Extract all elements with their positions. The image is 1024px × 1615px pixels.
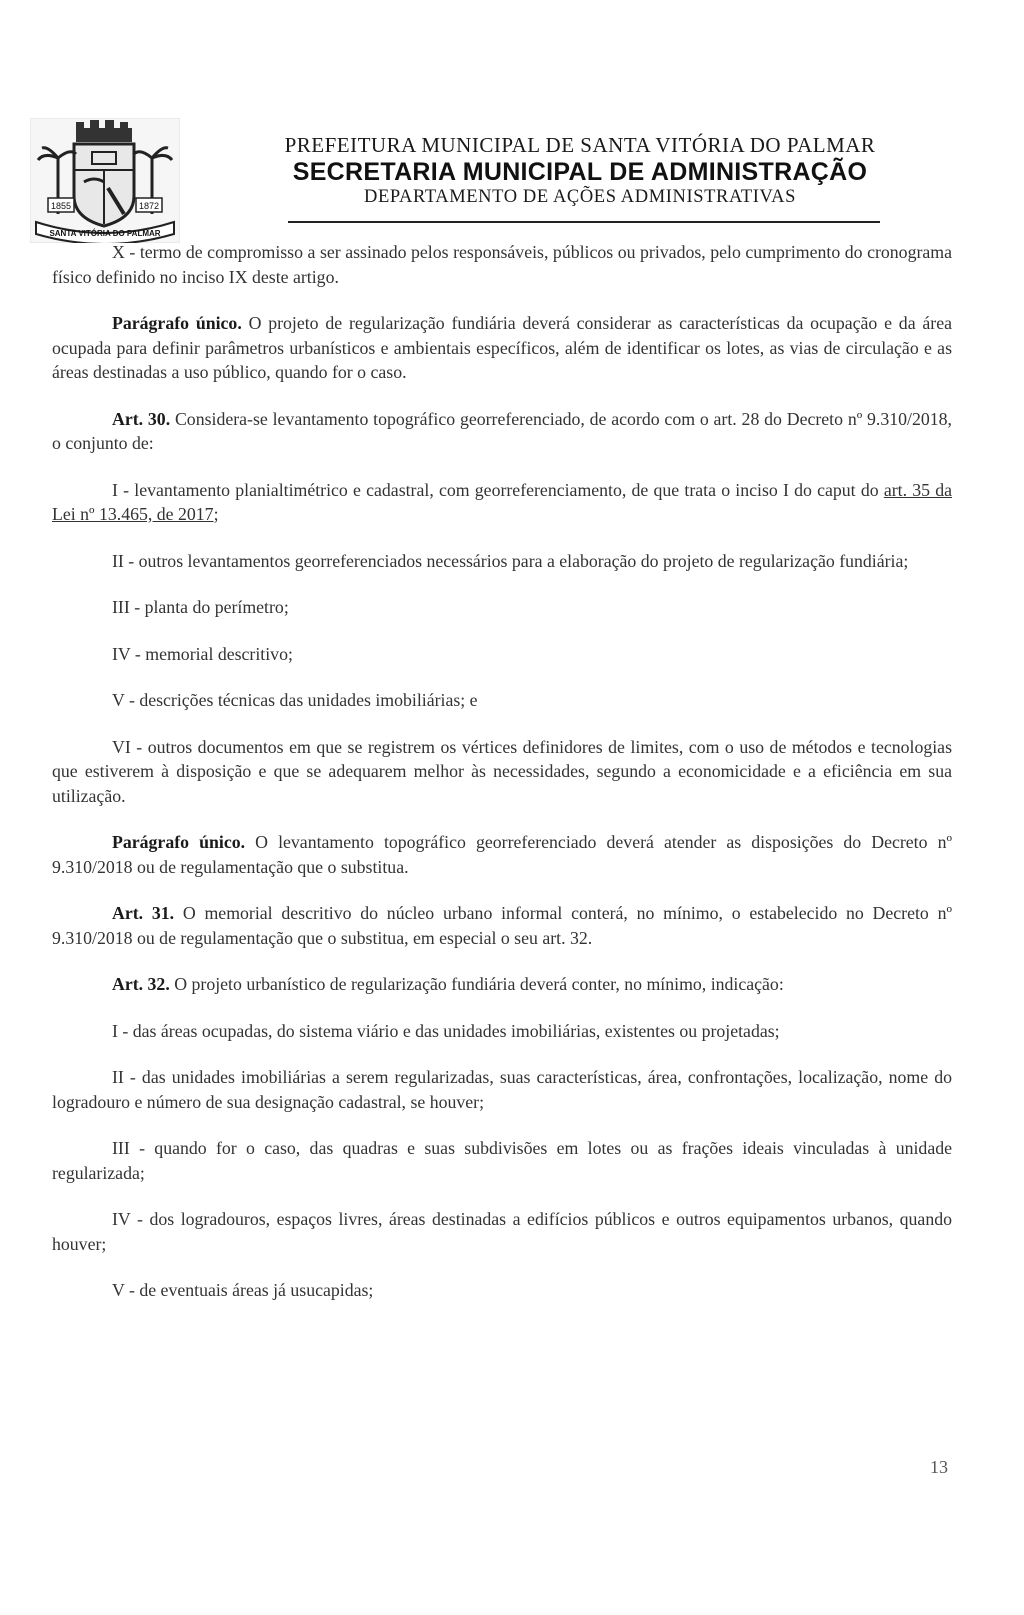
article-text: O memorial descritivo do núcleo urbano informal conterá, no mínimo, o estabelecido no Decreto nº 9.310/2018 ou de regulamentação que o substitua, em especial o seu art. 32. (52, 903, 952, 948)
item-text-end: ; (213, 504, 219, 524)
art30-item-iii: III - planta do perímetro; (112, 597, 289, 617)
municipal-crest-icon (30, 118, 180, 243)
paragrafo-unico-1 (52, 311, 952, 385)
article-label: Art. 32. (112, 974, 170, 994)
article-text: O projeto urbanístico de regularização fundiária deverá conter, no mínimo, indicação: (169, 974, 784, 994)
art30-item-ii: II - outros levantamentos georreferenciados necessários para a elaboração do projeto de regularização fundiária; (112, 550, 909, 571)
art32-item-i: I - das áreas ocupadas, do sistema viário e das unidades imobiliárias, existentes ou projetadas; (112, 1020, 780, 1041)
article-30 (52, 407, 952, 456)
art30-item-vi: VI - outros documentos em que se registrem os vértices definidores de limites, com o uso de métodos e tecnologias que estiverem à disposição e que se adequarem melhor às necessidades, segundo a economicidade e a eficiência em sua utilização. (52, 736, 952, 806)
paragrafo-unico-2 (52, 830, 952, 879)
item-x: X - termo de compromisso a ser assinado pelos responsáveis, públicos ou privados, pelo cumprimento do cronograma físico definido no inciso IX deste artigo. (52, 242, 952, 287)
secretariat-name: SECRETARIA MUNICIPAL DE ADMINISTRAÇÃO (292, 158, 868, 186)
page-number: 13 (930, 1457, 948, 1477)
article-32 (52, 972, 952, 997)
header-divider (288, 221, 880, 223)
paragrafo-text: O projeto de regularização fundiária deverá considerar as características da ocupação e da área ocupada para definir parâmetros urbanísticos e ambientais específicos, além de identificar os lotes, as vias de circulação e as áreas destinadas a uso público, quando for o caso. (52, 313, 952, 382)
crest-banner-text: SANTA VITÓRIA DO PALMAR (49, 229, 161, 238)
law-reference-link[interactable]: art. 35 da Lei nº 13.465, de 2017 (52, 479, 952, 524)
department-name: DEPARTAMENTO DE AÇÕES ADMINISTRATIVAS (364, 187, 796, 207)
crest-year-right: 1872 (138, 201, 160, 211)
paragrafo-label: Parágrafo único. (112, 313, 242, 333)
art32-item-v: V - de eventuais áreas já usucapidas; (112, 1280, 374, 1300)
article-31 (52, 901, 952, 950)
crest-year-left: 1855 (50, 201, 72, 211)
article-text: Considera-se levantamento topográfico georreferenciado, de acordo com o art. 28 do Decreto nº 9.310/2018, o conjunto de: (52, 408, 952, 453)
municipality-name: PREFEITURA MUNICIPAL DE SANTA VITÓRIA DO PALMAR (284, 133, 876, 157)
document-body (52, 240, 952, 1303)
art30-item-v: V - descrições técnicas das unidades imobiliárias; e (112, 690, 478, 710)
art30-item-iv: IV - memorial descritivo; (112, 643, 293, 664)
art30-item-i (52, 478, 952, 527)
art32-item-ii: II - das unidades imobiliárias a serem regularizadas, suas características, área, confrontações, localização, nome do logradouro e número de sua designação cadastral, se houver; (52, 1067, 952, 1112)
letterhead (30, 118, 990, 248)
paragrafo-text: O levantamento topográfico georreferenciado deverá atender as disposições do Decreto nº 9.310/2018 ou de regulamentação que o substitua. (52, 832, 952, 877)
article-label: Art. 30. (112, 408, 171, 429)
item-text: I - levantamento planialtimétrico e cadastral, com georreferenciamento, de que trata o inciso I do caput do (112, 479, 884, 500)
art32-item-iv: IV - dos logradouros, espaços livres, áreas destinadas a edifícios públicos e outros equipamentos urbanos, quando houver; (52, 1209, 952, 1254)
article-label: Art. 31. (112, 903, 175, 923)
paragrafo-label: Parágrafo único. (112, 832, 246, 852)
letterhead-titles (230, 132, 930, 208)
art32-item-iii: III - quando for o caso, das quadras e suas subdivisões em lotes ou as frações ideais vinculadas à unidade regularizada; (52, 1138, 952, 1183)
